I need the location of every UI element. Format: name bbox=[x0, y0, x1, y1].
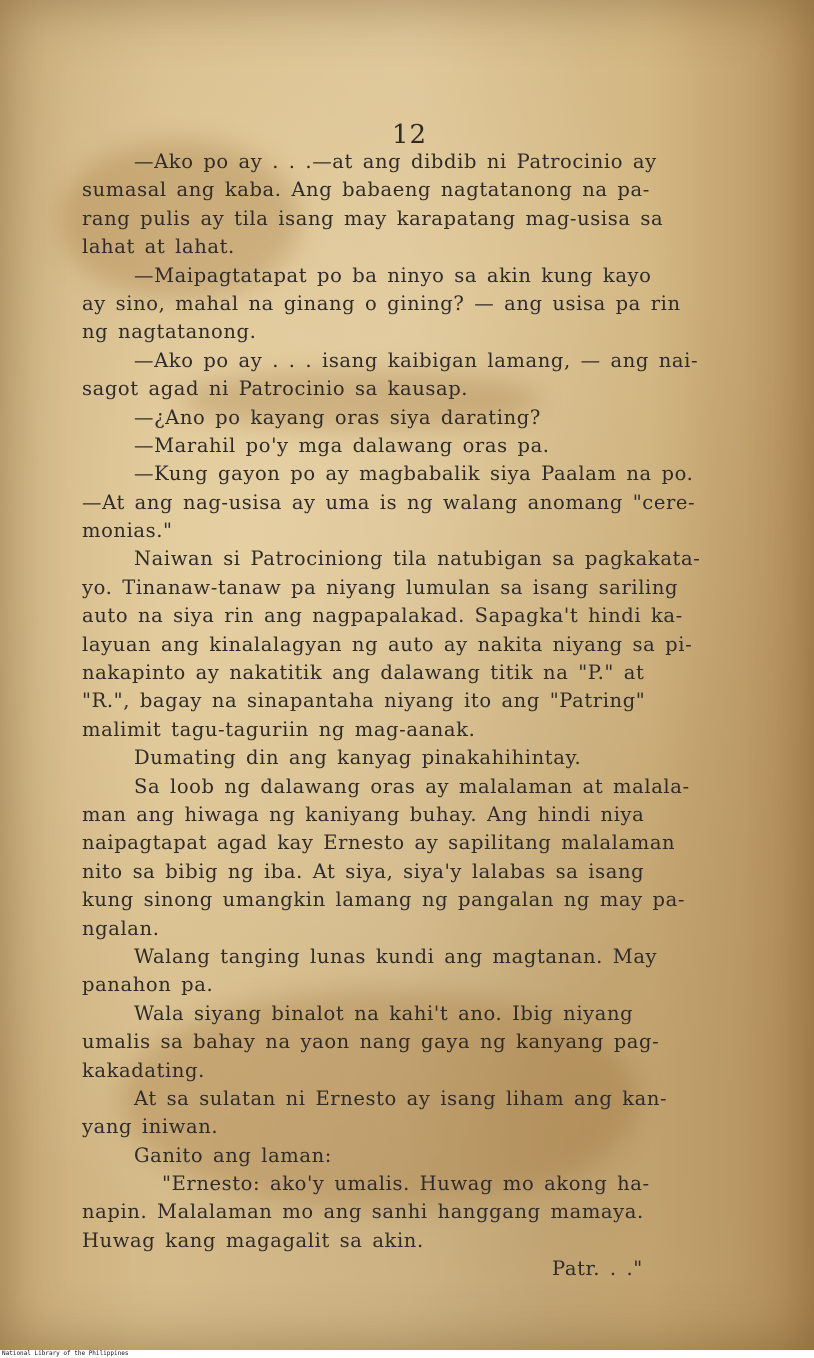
text-line: nito sa bibig ng iba. At siya, siya'y lalabas sa isang bbox=[82, 859, 645, 883]
text-line: Sa loob ng dalawang oras ay malalaman at malala- bbox=[134, 774, 690, 798]
text-line: Patr. . ." bbox=[552, 1257, 643, 1281]
text-line: "Ernesto: ako'y umalis. Huwag mo akong ha- bbox=[162, 1172, 650, 1196]
footer-credit: National Library of the Philippines bbox=[0, 1350, 814, 1358]
text-line: —Marahil po'y mga dalawang oras pa. bbox=[134, 433, 550, 457]
text-line: —Ako po ay . . . isang kaibigan lamang, — ang nai- bbox=[134, 348, 699, 372]
text-line: "R.", bagay na sinapantaha niyang ito ang "Patring" bbox=[82, 689, 646, 713]
text-line: panahon pa. bbox=[82, 973, 214, 997]
text-line: Ganito ang laman: bbox=[134, 1143, 332, 1167]
text-line: naipagtapat agad kay Ernesto ay sapilitang malalaman bbox=[82, 831, 676, 855]
text-line: kung sinong umangkin lamang ng pangalan ng may pa- bbox=[82, 888, 686, 912]
text-line: ng nagtatanong. bbox=[82, 320, 257, 344]
text-line: Huwag kang magagalit sa akin. bbox=[82, 1228, 424, 1252]
text-line: —¿Ano po kayang oras siya darating? bbox=[134, 405, 541, 429]
text-line: umalis sa bahay na yaon nang gaya ng kanyang pag- bbox=[82, 1030, 660, 1054]
text-line: Dumating din ang kanyag pinakahihintay. bbox=[134, 746, 582, 770]
text-line: nakapinto ay nakatitik ang dalawang titik na "P." at bbox=[82, 661, 645, 685]
body-text bbox=[82, 148, 738, 1284]
text-line: —Maipagtatapat po ba ninyo sa akin kung kayo bbox=[134, 263, 652, 287]
text-line: Wala siyang binalot na kahi't ano. Ibig niyang bbox=[134, 1001, 634, 1025]
text-line: auto na siya rin ang nagpapalakad. Sapagka't hindi ka- bbox=[82, 604, 683, 628]
text-line: Walang tanging lunas kundi ang magtanan. May bbox=[134, 944, 658, 968]
text-line: monias." bbox=[82, 519, 173, 543]
text-line: ay sino, mahal na ginang o gining? — ang usisa pa rin bbox=[82, 291, 681, 315]
text-line: sumasal ang kaba. Ang babaeng nagtatanong na pa- bbox=[82, 178, 650, 202]
page-number: 12 bbox=[392, 120, 428, 150]
text-line: —Ako po ay . . .—at ang dibdib ni Patrocinio ay bbox=[134, 150, 657, 173]
text-line: man ang hiwaga ng kaniyang buhay. Ang hindi niya bbox=[82, 802, 645, 826]
text-line: —At ang nag-usisa ay uma is ng walang anomang "cere- bbox=[82, 490, 696, 514]
text-line: rang pulis ay tila isang may karapatang mag-usisa sa bbox=[82, 206, 664, 230]
text-line: layuan ang kinalalagyan ng auto ay nakita niyang sa pi- bbox=[82, 632, 693, 656]
text-line: sagot agad ni Patrocinio sa kausap. bbox=[82, 377, 469, 401]
text-line: —Kung gayon po ay magbabalik siya Paalam na po. bbox=[134, 462, 694, 486]
text-line: ngalan. bbox=[82, 916, 160, 940]
text-line: kakadating. bbox=[82, 1058, 205, 1082]
text-line: yang iniwan. bbox=[82, 1115, 219, 1139]
text-line: Naiwan si Patrociniong tila natubigan sa pagkakata- bbox=[134, 547, 701, 571]
text-line: At sa sulatan ni Ernesto ay isang liham ang kan- bbox=[134, 1086, 668, 1110]
text-line: yo. Tinanaw-tanaw pa niyang lumulan sa isang sariling bbox=[82, 575, 679, 599]
text-line: lahat at lahat. bbox=[82, 235, 235, 259]
text-line: napin. Malalaman mo ang sanhi hanggang mamaya. bbox=[82, 1200, 644, 1224]
text-line: malimit tagu-taguriin ng mag-aanak. bbox=[82, 717, 476, 741]
